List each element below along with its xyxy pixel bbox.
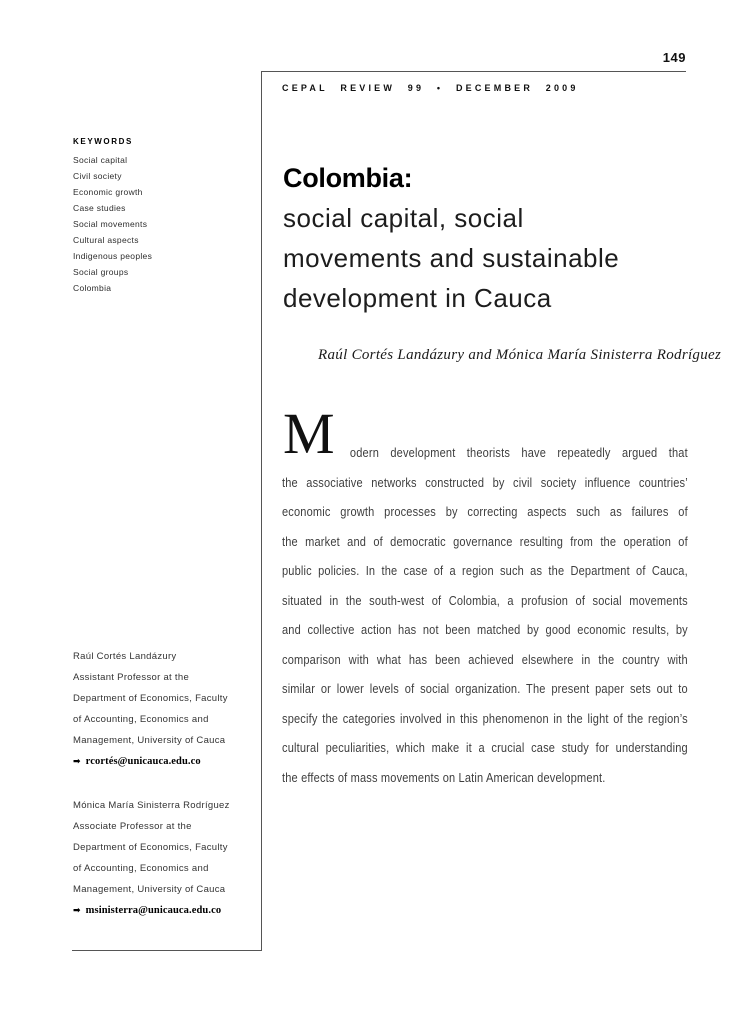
affiliation-line: Management, University of Cauca [73, 884, 226, 895]
author-email: rcortés@unicauca.edu.co [85, 756, 201, 767]
author-affiliation-block [73, 646, 268, 772]
affiliation-line: Mónica María Sinisterra Rodríguez [73, 800, 230, 811]
article-title-line: Colombia: [283, 163, 413, 193]
keyword-item: Case studies [73, 203, 126, 213]
affiliation-line: Assistant Professor at the [73, 672, 190, 683]
author-email-row [73, 900, 268, 921]
affiliation-line: Raúl Cortés Landázury [73, 651, 177, 662]
article-title-line: development in Cauca [283, 283, 552, 313]
affiliation-line: of Accounting, Economics and [73, 714, 209, 725]
keywords-list [73, 152, 253, 296]
author-email: msinisterra@unicauca.edu.co [85, 905, 222, 916]
keyword-item: Social groups [73, 267, 129, 277]
keyword-item: Economic growth [73, 187, 143, 197]
abstract-line: and collective action has not been matched by good economic results, by [282, 622, 688, 637]
abstract-paragraph [282, 438, 688, 792]
article-title-line: movements and sustainable [283, 243, 620, 273]
abstract-line: similar or lower levels of social organization. The present paper sets out to [282, 681, 688, 696]
abstract-line: the effects of mass movements on Latin American development. [282, 769, 606, 785]
affiliation-line: of Accounting, Economics and [73, 863, 209, 874]
affiliation-line: Department of Economics, Faculty [73, 842, 228, 853]
author-email-row [73, 751, 268, 772]
bottom-left-rule [72, 950, 262, 951]
journal-header: CEPAL REVIEW 99 • DECEMBER 2009 [282, 83, 579, 93]
abstract-line: specify the categories involved in this phenomenon in the light of the region’s [282, 710, 688, 726]
arrow-right-icon: ➡ [73, 757, 81, 767]
keyword-item: Indigenous peoples [73, 251, 153, 261]
affiliation-line: Management, University of Cauca [73, 735, 226, 746]
article-title [283, 158, 703, 318]
keyword-item: Social capital [73, 155, 128, 165]
abstract-line: the associative networks constructed by civil society influence countries’ [282, 474, 688, 490]
keyword-item: Cultural aspects [73, 235, 139, 245]
author-affiliation-block [73, 795, 268, 921]
keyword-item: Colombia [73, 283, 112, 293]
abstract-line: economic growth processes by correcting aspects such as failures of [282, 504, 688, 519]
affiliation-line: Associate Professor at the [73, 821, 192, 832]
keywords-heading: KEYWORDS [73, 137, 133, 146]
authors-byline: Raúl Cortés Landázury and Mónica María Sinisterra Rodríguez [318, 347, 722, 363]
abstract-line: cultural peculiarities, which make it a crucial case study for understanding [282, 740, 688, 755]
article-title-line: social capital, social [283, 203, 524, 233]
keyword-item: Social movements [73, 219, 148, 229]
abstract-line: public policies. In the case of a region such as the Department of Cauca, [282, 563, 688, 578]
top-rule [261, 71, 686, 72]
drop-cap: M [283, 401, 335, 466]
abstract-line: odern development theorists have repeatedly argued that [349, 445, 688, 460]
keyword-item: Civil society [73, 171, 122, 181]
abstract-line: situated in the south-west of Colombia, a profusion of social movements [282, 592, 688, 608]
affiliation-line: Department of Economics, Faculty [73, 693, 228, 704]
page-number: 149 [662, 50, 686, 65]
arrow-right-icon: ➡ [73, 906, 81, 916]
abstract-line: the market and of democratic governance resulting from the operation of [282, 533, 688, 549]
abstract-line: comparison with what has been achieved elsewhere in the country with [282, 651, 688, 667]
